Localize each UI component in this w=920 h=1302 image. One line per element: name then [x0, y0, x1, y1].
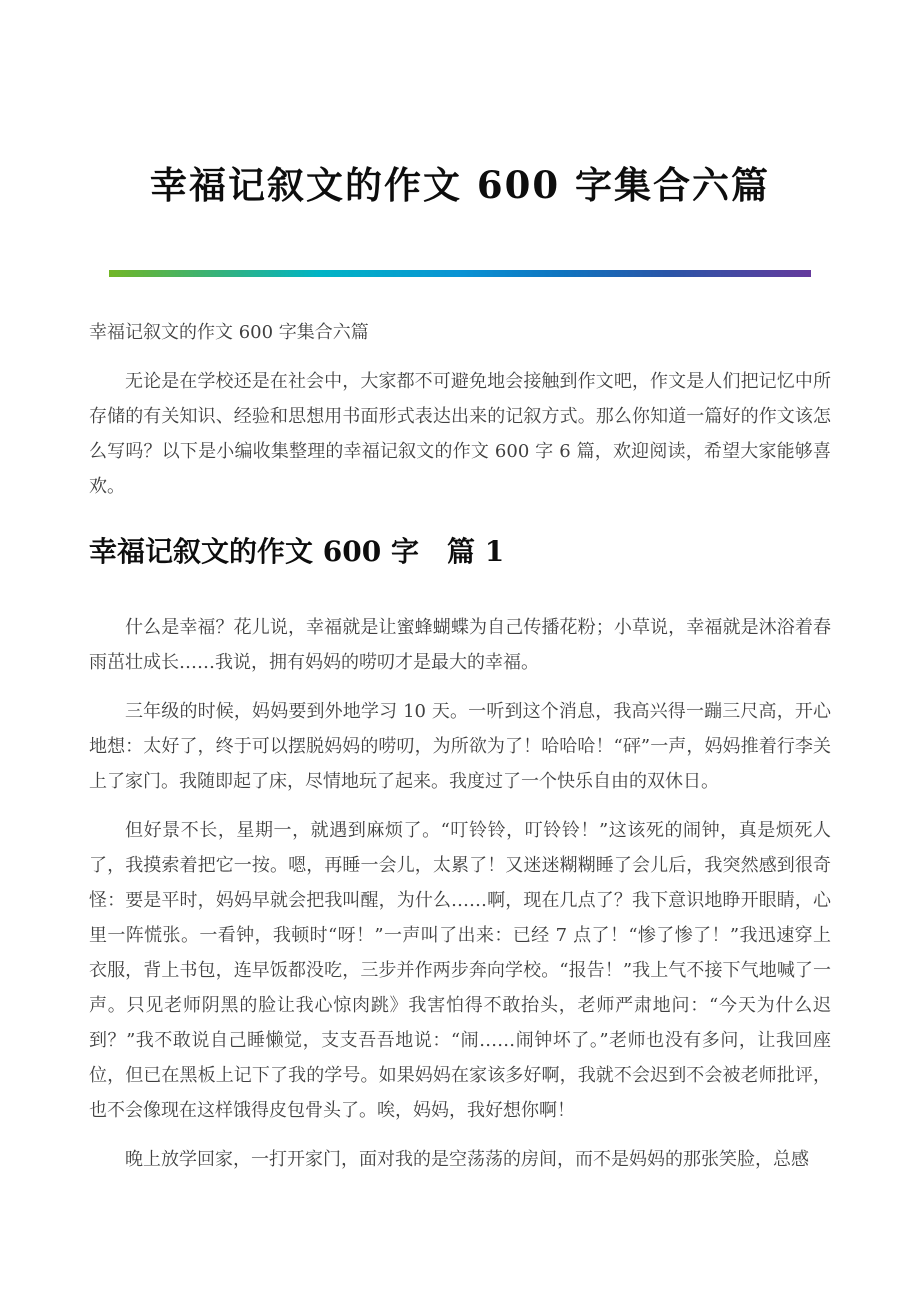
essay-paragraph: 三年级的时候，妈妈要到外地学习 10 天。一听到这个消息，我高兴得一蹦三尺高，开心地想：太好了，终于可以摆脱妈妈的唠叨，为所欲为了！哈哈哈！“砰”一声，妈妈推着行李关上了家门。我随即起了床，尽情地玩了起来。我度过了一个快乐自由的双休日。 [89, 701, 831, 793]
section-heading-essay-1: 幸福记叙文的作文 600 字 篇 1 [89, 535, 505, 569]
essay-paragraph: 但好景不长，星期一，就遇到麻烦了。“叮铃铃，叮铃铃！”这该死的闹钟，真是烦死人了，我摸索着把它一按。嗯，再睡一会儿，太累了！又迷迷糊糊睡了会儿后，我突然感到很奇怪：要是平时，妈妈早就会把我叫醒，为什么……啊，现在几点了？我下意识地睁开眼睛，心里一阵慌张。一看钟，我顿时“呀！”一声叫了出来：已经 7 点了！“惨了惨了！”我迅速穿上衣服，背上书包，连早饭都没吃，三步并作两步奔向学校。“报告！”我上气不接下气地喊了一声。只见老师阴黑的脸让我心惊肉跳》我害怕得不敢抬头，老师严肃地问：“今天为什么迟到？”我不敢说自己睡懒觉，支支吾吾地说：“闹……闹钟坏了。”老师也没有多问，让我回座位，但已在黑板上记下了我的学号。如果妈妈在家该多好啊，我就不会迟到不会被老师批评，也不会像现在这样饿得皮包骨头了。唉，妈妈，我好想你啊！ [89, 820, 831, 1122]
essay-paragraph: 什么是幸福？花儿说，幸福就是让蜜蜂蝴蝶为自己传播花粉；小草说，幸福就是沐浴着春雨茁壮成长……我说，拥有妈妈的唠叨才是最大的幸福。 [89, 617, 831, 674]
intro-paragraph: 无论是在学校还是在社会中，大家都不可避免地会接触到作文吧，作文是人们把记忆中所存储的有关知识、经验和思想用书面形式表达出来的记叙方式。那么你知道一篇好的作文该怎么写吗？以下是小编收集整理的幸福记叙文的作文 600 字 6 篇，欢迎阅读，希望大家能够喜欢。 [89, 371, 831, 498]
essay-paragraph-truncated: 晚上放学回家，一打开家门，面对我的是空荡荡的房间，而不是妈妈的那张笑脸，总感 [125, 1149, 809, 1171]
gradient-divider [109, 270, 811, 277]
document-title: 幸福记叙文的作文 600 字集合六篇 [150, 163, 770, 207]
document-body [89, 315, 831, 1177]
document-subtitle: 幸福记叙文的作文 600 字集合六篇 [89, 322, 369, 344]
